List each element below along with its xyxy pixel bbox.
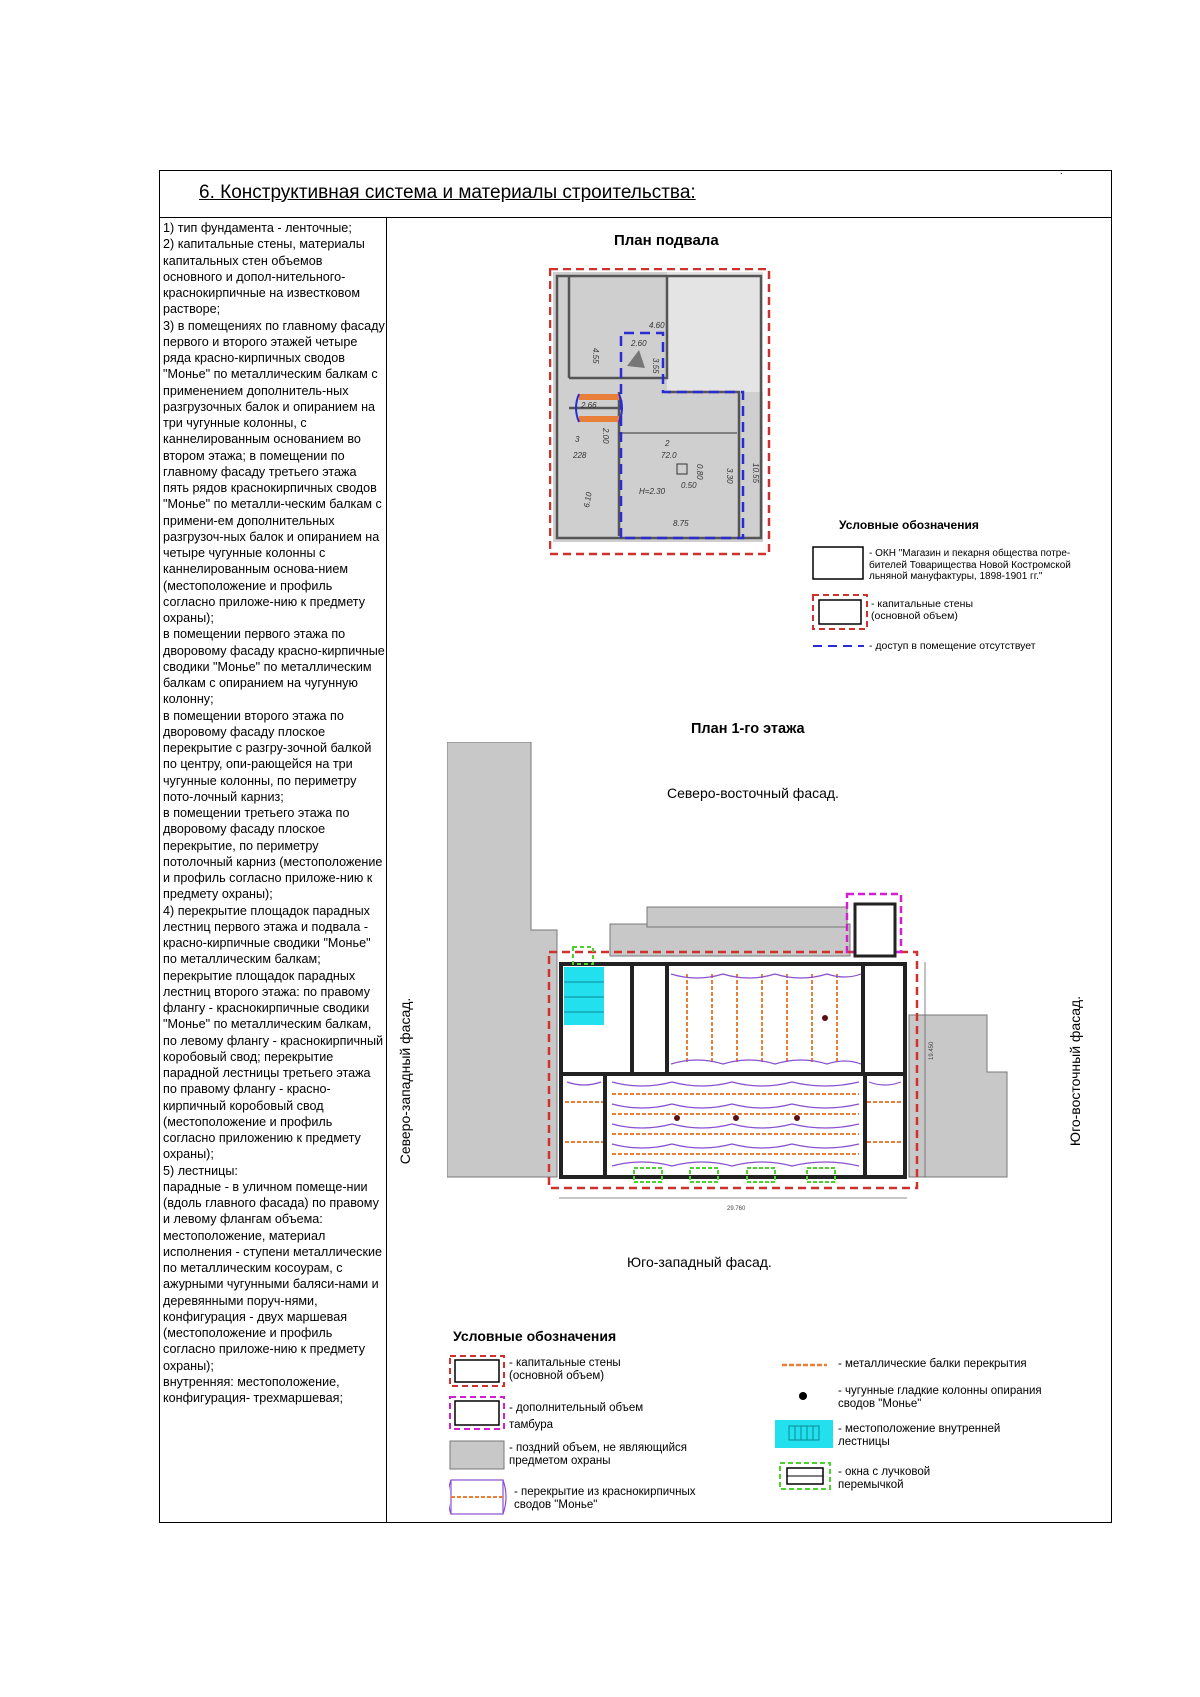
- drawings-column: [387, 218, 1111, 1522]
- dim-label: 72.0: [661, 451, 677, 460]
- dim-label: 0.80: [695, 464, 704, 480]
- facade-ne-label: Северо-восточный фасад.: [667, 785, 839, 801]
- dim-label: 228: [573, 451, 587, 460]
- legend-tambour-swatch: [449, 1396, 507, 1432]
- dim-label: 4.60: [649, 321, 665, 330]
- basement-plan-title: План подвала: [614, 232, 719, 249]
- dim-label: 2: [665, 439, 670, 448]
- floor1-legend-item-stair: - местоположение внутренней лестницы: [838, 1423, 1001, 1448]
- dim-label: 2.00: [601, 428, 610, 444]
- floor1-legend-item-windows: - окна с лучковой перемычкой: [838, 1466, 931, 1491]
- legend-column-swatch: [797, 1390, 809, 1402]
- dim-label: H=2.30: [639, 487, 666, 496]
- legend-monier-vault-swatch: [449, 1478, 507, 1518]
- basement-plan-drawing: [549, 268, 771, 558]
- description-column: [160, 218, 387, 1522]
- legend-okn-swatch: [812, 546, 866, 582]
- basement-legend-item-okn: - ОКН "Магазин и пекарня общества потре- бителей Товарищества Новой Костромской льняной мануфактуры, 1898-1901 гг.": [869, 548, 1071, 582]
- legend-noaccess-swatch: [812, 641, 866, 651]
- section-header: [160, 168, 1111, 218]
- dim-width-label: 29.760: [727, 1206, 746, 1212]
- dim-label: 6.10: [582, 491, 594, 509]
- construction-description: 1) тип фундамента - ленточные; 2) капитальные стены, материалы капитальных стен объемов основного и допол-нительного- краснокирпичные на известковом растворе; 3) в помещениях по главному фасаду первого и второго этажей четыре ряда красно-кирпичных сводов "Монье" по металлическим балкам с применением дополнитель-ных разгрузочных балок и опиранием на три чугунные колонны, с каннелированным основанием во втором этажа; в помещении по главному фасаду третьего этажа пять рядов краснокирпичных сводов "Монье" по металли-ческим балкам с примени-ем дополнительных разгрузоч-ных балок и опиранием на четыре чугунные колонны с каннелированным основа-нием (местоположение и профиль согласно приложе-нию к предмету охраны); в помещении первого этажа по дворовому фасаду красно-кирпичные сводики "Монье" по металлическим балкам с опиранием на чугунную колонну; в помещении второго этажа по дворовому фасаду плоское перекрытие с разгру-зочной балкой по центру, опи-рающейся на три чугунные колонны, по периметру пото-лочный карниз; в помещении третьего этажа по дворовому фасаду плоское перекрытие, по периметру потолочный карниз (местоположение и профиль согласно приложе-нию к предмету охраны); 4) перекрытие площадок парадных лестниц первого этажа и подвала - красно-кирпичные сводики "Монье" по металлическим балкам; перекрытие площадок парадных лестниц второго этажа: по правому флангу - краснокирпичные сводики "Монье" по металлическим балкам, по левому флангу - краснокирпичный коробовый свод; перекрытие парадной лестницы третьего этажа по правому флангу - красно-кирпичный коробовый свод (местоположение и профиль согласно приложению к предмету охраны); 5) лестницы: парадные - в уличном помеще-нии (вдоль главного фасада) по правому и левому флангам объема: местоположение, материал исполнения - ступени металлические по металлическим косоурам, с ажурными чугунными баляси-нами и деревянными поруч-нями, конфигурация - двух маршевая (местоположение и профиль согласно приложе-нию к предмету охраны); внутренняя: местоположение, конфигурация- трехмаршевая;: [163, 221, 385, 1405]
- dim-height-label: 19.450: [929, 1041, 935, 1060]
- basement-legend-item-noaccess: - доступ в помещение отсутствует: [869, 640, 1036, 652]
- section-title: 6. Конструктивная система и материалы строительства:: [199, 182, 696, 203]
- basement-legend-title: Условные обозначения: [839, 518, 979, 532]
- legend-late-volume-swatch: [449, 1440, 507, 1472]
- floor1-plan-title: План 1-го этажа: [691, 721, 805, 737]
- dim-label: 3.55: [651, 358, 660, 374]
- legend-walls-swatch: [812, 594, 870, 632]
- floor1-plan-drawing: [447, 742, 1027, 1219]
- legend-capital-walls-swatch: [449, 1355, 507, 1389]
- facade-nw-label: Северо-западный фасад.: [397, 997, 413, 1165]
- floor1-legend-item-beams: - металлические балки перекрытия: [838, 1358, 1027, 1370]
- legend-window-swatch: [779, 1462, 833, 1492]
- dim-label: 3.30: [725, 468, 734, 484]
- dim-label: 8.75: [673, 519, 689, 528]
- legend-beam-swatch: [781, 1361, 829, 1369]
- floor1-legend-item-tambour: - дополнительный объем тамбура: [509, 1402, 644, 1431]
- floor1-legend-item-walls: - капитальные стены (основной объем): [509, 1357, 621, 1382]
- facade-se-label: Юго-восточный фасад.: [1067, 995, 1083, 1147]
- dim-label: 3: [575, 435, 580, 444]
- dim-label: 2.66: [581, 401, 597, 410]
- floor1-legend-item-vault: - перекрытие из краснокирпичных сводов "Монье": [514, 1486, 696, 1511]
- floor1-legend-item-columns: - чугунные гладкие колонны опирания сводов "Монье": [838, 1385, 1042, 1410]
- dim-label: 2.60: [631, 339, 647, 348]
- facade-sw-label: Юго-западный фасад.: [627, 1254, 772, 1270]
- document-frame: [159, 170, 1112, 1523]
- floor1-legend-item-late: - поздний объем, не являющийся предметом охраны: [509, 1442, 687, 1467]
- dim-label: 10.55: [751, 463, 760, 484]
- corner-mark: ·: [1059, 168, 1063, 179]
- legend-stair-swatch: [775, 1420, 835, 1450]
- dim-label: 0.50: [681, 481, 697, 490]
- floor1-legend-title: Условные обозначения: [453, 1328, 617, 1344]
- basement-legend-item-walls: - капитальные стены (основной объем): [871, 598, 973, 622]
- dim-label: 4.55: [591, 348, 600, 364]
